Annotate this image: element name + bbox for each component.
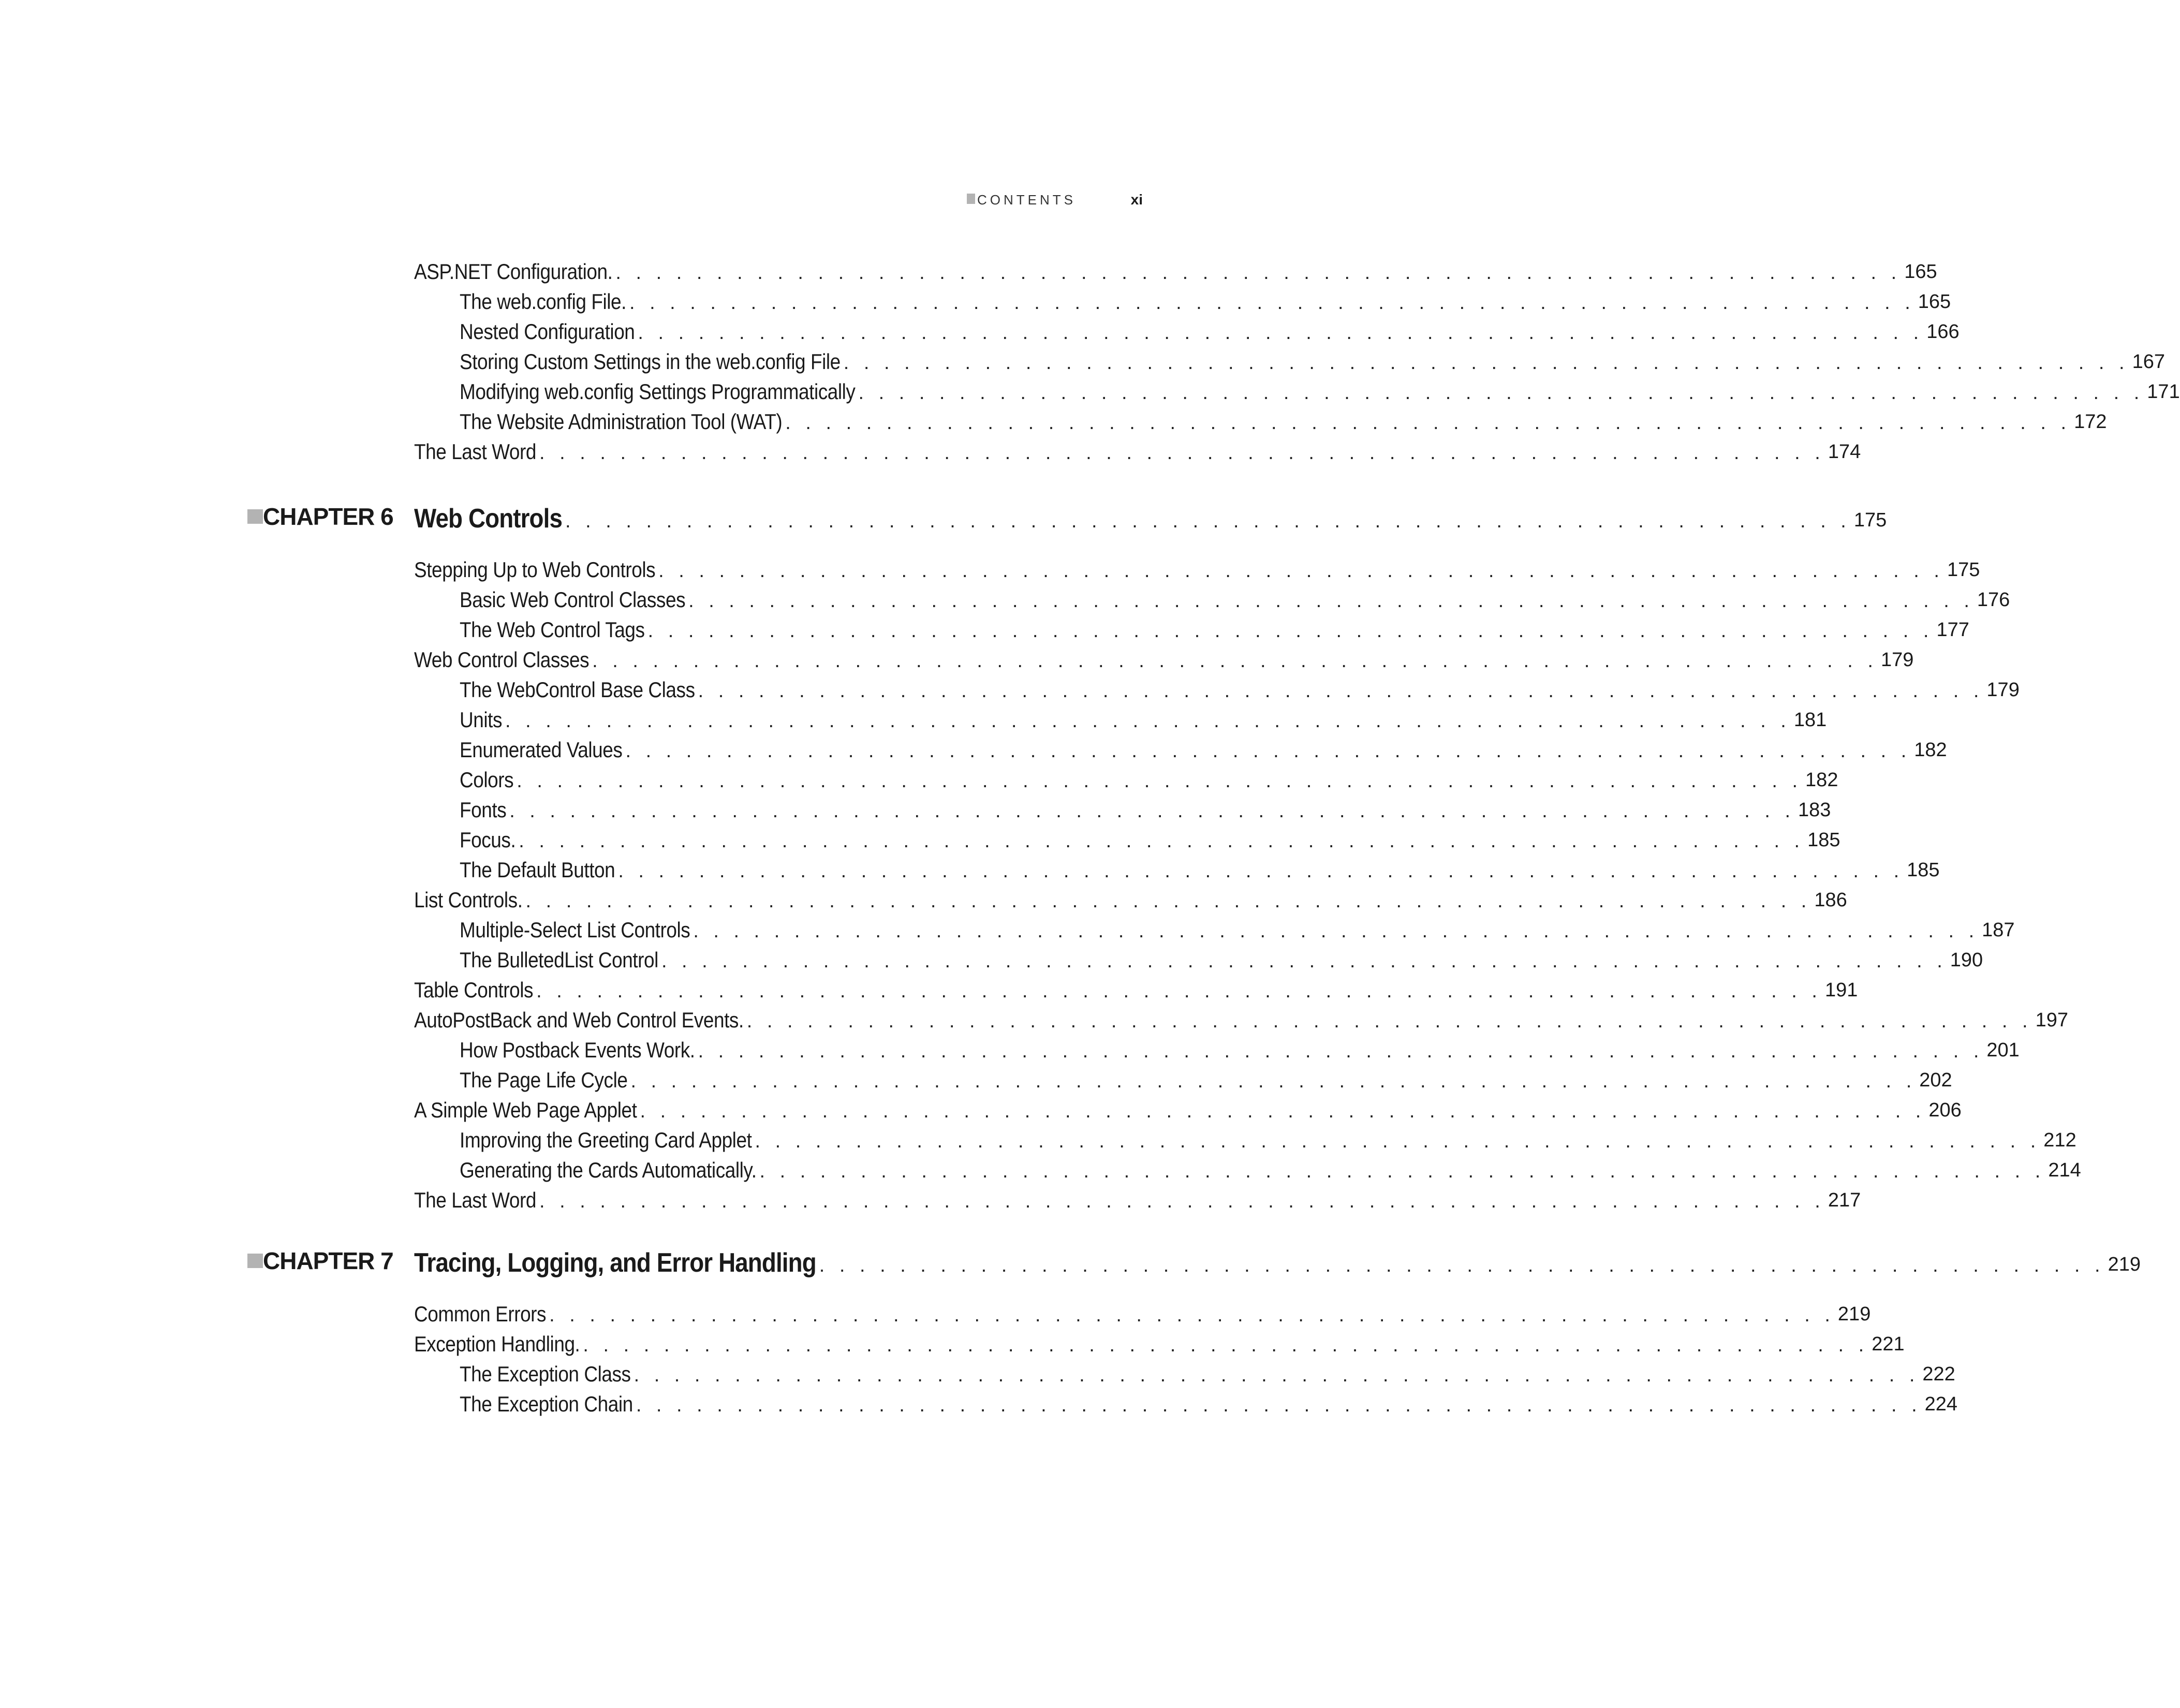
toc-entry-page: 206 — [1928, 1099, 1962, 1121]
toc-entry-title: Stepping Up to Web Controls — [414, 557, 656, 582]
toc-leader-dots: . . . . . . . . . . . . . . . . . . . . . . . . . . . . . . . . . . . . . . . . . . . . . . . . . . . . . . . . . . . . . . . . — [636, 1394, 1922, 1416]
toc-entry-title: The WebControl Base Class — [460, 678, 695, 702]
toc-subentry[interactable] — [460, 613, 1969, 643]
toc-entry-title: The Exception Chain — [460, 1392, 633, 1416]
toc-leader-dots: . . . . . . . . . . . . . . . . . . . . . . . . . . . . . . . . . . . . . . . . . . . . . . . . . . . . . . . . . . . . . . . . — [517, 770, 1803, 792]
toc-subentry[interactable] — [460, 763, 1838, 793]
toc-entry-page: 222 — [1922, 1363, 1955, 1385]
toc-leader-dots: . . . . . . . . . . . . . . . . . . . . . . . . . . . . . . . . . . . . . . . . . . . . . . . . . . . . . . . . . . . . . . . . — [658, 560, 1944, 582]
toc-leader-dots: . . . . . . . . . . . . . . . . . . . . . . . . . . . . . . . . . . . . . . . . . . . . . . . . . . . . . . . . . . . . . . . . — [698, 680, 1984, 702]
toc-leader-dots: . . . . . . . . . . . . . . . . . . . . . . . . . . . . . . . . . . . . . . . . . . . . . . . . . . . . . . . . . . . . . . . . — [592, 650, 1878, 672]
toc-entry-page: 177 — [1936, 619, 1969, 641]
toc-leader-dots: . . . . . . . . . . . . . . . . . . . . . . . . . . . . . . . . . . . . . . . . . . . . . . . . . . . . . . . . . . . . . . . . — [688, 590, 1974, 612]
toc-entry[interactable] — [414, 973, 1858, 1003]
toc-subentry[interactable] — [460, 703, 1827, 733]
toc-leader-dots: . . . . . . . . . . . . . . . . . . . . . . . . . . . . . . . . . . . . . . . . . . . . . . . . . . . . . . . . . . . . . . . . — [661, 950, 1947, 972]
toc-entry[interactable] — [414, 643, 1914, 673]
toc-entry-page: 185 — [1907, 859, 1940, 881]
toc-leader-dots: . . . . . . . . . . . . . . . . . . . . . . . . . . . . . . . . . . . . . . . . . . . . . . . . . . . . . . . . . . . . . . . . — [509, 800, 1795, 822]
toc-entry[interactable] — [414, 1183, 1861, 1213]
toc-leader-dots: . . . . . . . . . . . . . . . . . . . . . . . . . . . . . . . . . . . . . . . . . . . . . . . . . . . . . . . . . . . . . . . . — [746, 1010, 2032, 1032]
toc-entry-page: 181 — [1793, 709, 1827, 731]
toc-entry-title: AutoPostBack and Web Control Events. — [414, 1008, 744, 1032]
toc-entry-title: Table Controls — [414, 978, 534, 1002]
toc-leader-dots: . . . . . . . . . . . . . . . . . . . . . . . . . . . . . . . . . . . . . . . . . . . . . . . . . . . . . . . . . . . . . . . . — [698, 1040, 1984, 1062]
toc-entry[interactable] — [414, 1093, 1962, 1123]
toc-leader-dots: . . . . . . . . . . . . . . . . . . . . . . . . . . . . . . . . . . . . . . . . . . . . . . . . . . . . . . . . . . . . . . . . — [647, 620, 1934, 642]
toc-entry-title: Modifying web.config Settings Programmatically — [460, 379, 856, 404]
toc-entry[interactable] — [414, 1297, 1871, 1327]
toc-entry-title: The Default Button — [460, 858, 615, 882]
toc-entry-title: ASP.NET Configuration. — [414, 259, 613, 284]
toc-entry-title: Storing Custom Settings in the web.config File — [460, 349, 841, 374]
toc-entry-title: The Web Control Tags — [460, 617, 645, 642]
toc-leader-dots: . . . . . . . . . . . . . . . . . . . . . . . . . . . . . . . . . . . . . . . . . . . . . . . . . . . . . . . . . . . . . . . . — [615, 262, 1902, 284]
toc-subentry[interactable] — [460, 1123, 2076, 1153]
toc-entry-page: 175 — [1947, 559, 1980, 581]
chapter-7-heading[interactable] — [414, 1242, 2141, 1279]
toc-subentry[interactable] — [460, 733, 1947, 763]
toc-entry-title: Improving the Greeting Card Applet — [460, 1128, 752, 1152]
toc-entry[interactable] — [414, 255, 1937, 285]
toc-entry-page: 197 — [2035, 1009, 2068, 1031]
toc-entry-page: 165 — [1918, 291, 1951, 313]
toc-subentry[interactable] — [460, 1357, 1955, 1387]
chapter-6-heading[interactable] — [414, 498, 1887, 535]
toc-entry[interactable] — [414, 435, 1861, 465]
toc-entry-title: Fonts — [460, 798, 507, 822]
toc-entry-page: 166 — [1926, 321, 1960, 343]
toc-subentry[interactable] — [460, 673, 2020, 703]
toc-leader-dots: . . . . . . . . . . . . . . . . . . . . . . . . . . . . . . . . . . . . . . . . . . . . . . . . . . . . . . . . . . . . . . . . — [629, 292, 1915, 314]
toc-entry-title: Colors — [460, 768, 514, 792]
toc-leader-dots: . . . . . . . . . . . . . . . . . . . . . . . . . . . . . . . . . . . . . . . . . . . . . . . . . . . . . . . . . . . . . . . . — [549, 1304, 1835, 1326]
toc-leader-dots: . . . . . . . . . . . . . . . . . . . . . . . . . . . . . . . . . . . . . . . . . . . . . . . . . . . . . . . . . . . . . . . . — [583, 1334, 1869, 1356]
toc-subentry[interactable] — [460, 1063, 1952, 1093]
toc-subentry[interactable] — [460, 913, 2015, 943]
toc-subentry[interactable] — [460, 405, 2107, 435]
chapter-page: 219 — [2108, 1254, 2141, 1275]
chapter-square-marker — [247, 1254, 263, 1268]
toc-subentry[interactable] — [460, 285, 1951, 315]
toc-leader-dots: . . . . . . . . . . . . . . . . . . . . . . . . . . . . . . . . . . . . . . . . . . . . . . . . . . . . . . . . . . . . . . . . — [565, 510, 1851, 532]
toc-subentry[interactable] — [460, 853, 1940, 883]
toc-entry-title: Focus. — [460, 828, 516, 852]
toc-entry-title: Enumerated Values — [460, 738, 623, 762]
toc-entry-page: 219 — [1837, 1303, 1871, 1325]
chapter-title: Tracing, Logging, and Error Handling — [414, 1248, 816, 1278]
toc-entry[interactable] — [414, 1003, 2068, 1033]
toc-leader-dots: . . . . . . . . . . . . . . . . . . . . . . . . . . . . . . . . . . . . . . . . . . . . . . . . . . . . . . . . . . . . . . . . — [505, 710, 1791, 732]
toc-leader-dots: . . . . . . . . . . . . . . . . . . . . . . . . . . . . . . . . . . . . . . . . . . . . . . . . . . . . . . . . . . . . . . . . — [693, 920, 1979, 942]
toc-entry-title: Web Control Classes — [414, 647, 590, 672]
toc-leader-dots: . . . . . . . . . . . . . . . . . . . . . . . . . . . . . . . . . . . . . . . . . . . . . . . . . . . . . . . . . . . . . . . . — [525, 890, 1811, 912]
toc-subentry[interactable] — [460, 1387, 1958, 1417]
toc-leader-dots: . . . . . . . . . . . . . . . . . . . . . . . . . . . . . . . . . . . . . . . . . . . . . . . . . . . . . . . . . . . . . . . . — [759, 1160, 2045, 1182]
toc-leader-dots: . . . . . . . . . . . . . . . . . . . . . . . . . . . . . . . . . . . . . . . . . . . . . . . . . . . . . . . . . . . . . . . . — [630, 1070, 1917, 1092]
toc-entry-title: The BulletedList Control — [460, 948, 658, 972]
toc-leader-dots: . . . . . . . . . . . . . . . . . . . . . . . . . . . . . . . . . . . . . . . . . . . . . . . . . . . . . . . . . . . . . . . . — [640, 1100, 1926, 1122]
toc-entry-page: 201 — [1986, 1039, 2020, 1061]
toc-entry-title: The Exception Class — [460, 1362, 631, 1386]
toc-entry-page: 202 — [1919, 1069, 1952, 1091]
chapter-page: 175 — [1853, 509, 1887, 531]
header-page-number: xi — [1130, 192, 1143, 208]
toc-entry-page: 182 — [1805, 769, 1838, 791]
toc-subentry[interactable] — [460, 1153, 2081, 1183]
toc-entry-page: 217 — [1828, 1189, 1861, 1211]
toc-entry-page: 179 — [1880, 649, 1914, 671]
toc-entry-page: 183 — [1798, 799, 1831, 821]
chapter-square-marker — [247, 509, 263, 524]
table-of-contents: ASP.NET Configuration. . . . . . . . . . . . . . . . . . . . . . . . . . . . . . . . . . . . . . . . . . . . . . . . . . . . . . . . . . . . . . . . . 165 The web.config File. . . . . . . . . . . . . . . . . . . . . . . . . . . . . . . . . . . . . . . . . . . . . . . . . . . . . . . . . . . . . . . . . 165 Nested Configuration . . . . . . . . . . . . . . . . . . . . . . . . . . . . . . . . . . . . . . . . . . . . . . . . . . . . . . . . . . . . . . . . 166 Storing Custom Settings in the web.config File . . . . . . . . . . . . . . . . . . . . . . . . . . . . . . . . . . . . . . . . . . . . . . . . . . . . . . . . . . . . . . . . 167 Modifying web.config Settings Programmatically . . . . . . . . . . . . . . . . . . . . . . . . . . . . . . . . . . . . . . . . . . . . . . . . . . . . . . . . . . . . . . . . 171 The Website Administration Tool (WAT) . . . . . . . . . . . . . . . . . . . . . . . . . . . . . . . . . . . . . . . . . . . . . . . . . . . . . . . . . . . . . . . . 172 The Last Word . . . . . . . . . . . . . . . . . . . . . . . . . . . . . . . . . . . . . . . . . . . . . . . . . . . . . . . . . . . . . . . . 174 CHAPTER 6 Web Controls . . . . . . . . . . . . . . . . . . . . . . . . . . . . . . . . . . . . . . . . . . . . . . . . . . . . . . . . . . . . . . . . 175 Stepping Up to Web Controls . . . . . . . . . . . . . . . . . . . . . . . . . . . . . . . . . . . . . . . . . . . . . . . . . . . . . . . . . . . . . . . . 175 Basic Web Control Classes . . . . . . . . . . . . . . . . . . . . . . . . . . . . . . . . . . . . . . . . . . . . . . . . . . . . . . . . . . . . . . . . 176 The Web Control Tags . . . . . . . . . . . . . . . . . . . . . . . . . . . . . . . . . . . . . . . . . . . . . . . . . . . . . . . . . . . . . . . . 177 Web Control Classes . . . . . . . . . . . . . . . . . . . . . . . . . . . . . . . . . . . . . . . . . . . . . . . . . . . . . . . . . . . . . . . . 179 The WebControl Base Class . . . . . . . . . . . . . . . . . . . . . . . . . . . . . . . . . . . . . . . . . . . . . . . . . . . . . . . . . . . . . . . . 179 Units . . . . . . . . . . . . . . . . . . . . . . . . . . . . . . . . . . . . . . . . . . . . . . . . . . . . . . . . . . . . . . . . 181 Enumerated Values . . . . . . . . . . . . . . . . . . . . . . . . . . . . . . . . . . . . . . . . . . . . . . . . . . . . . . . . . . . . . . . . 182 Colors . . . . . . . . . . . . . . . . . . . . . . . . . . . . . . . . . . . . . . . . . . . . . . . . . . . . . . . . . . . . . . . . 182 Fonts . . . . . . . . . . . . . . . . . . . . . . . . . . . . . . . . . . . . . . . . . . . . . . . . . . . . . . . . . . . . . . . . 183 Focus. . . . . . . . . . . . . . . . . . . . . . . . . . . . . . . . . . . . . . . . . . . . . . . . . . . . . . . . . . . . . . . . . 185 The Default Button . . . . . . . . . . . . . . . . . . . . . . . . . . . . . . . . . . . . . . . . . . . . . . . . . . . . . . . . . . . . . . . . 185 List Controls. . . . . . . . . . . . . . . . . . . . . . . . . . . . . . . . . . . . . . . . . . . . . . . . . . . . . . . . . . . . . . . . . 186 Multiple-Select List Controls . . . . . . . . . . . . . . . . . . . . . . . . . . . . . . . . . . . . . . . . . . . . . . . . . . . . . . . . . . . . . . . . 187 The BulletedList Control . . . . . . . . . . . . . . . . . . . . . . . . . . . . . . . . . . . . . . . . . . . . . . . . . . . . . . . . . . . . . . . . 190 Table Controls . . . . . . . . . . . . . . . . . . . . . . . . . . . . . . . . . . . . . . . . . . . . . . . . . . . . . . . . . . . . . . . . 191 AutoPostBack and Web Control Events. . . . . . . . . . . . . . . . . . . . . . . . . . . . . . . . . . . . . . . . . . . . . . . . . . . . . . . . . . . . . . . . . 197 How Postback Events Work. . . . . . . . . . . . . . . . . . . . . . . . . . . . . . . . . . . . . . . . . . . . . . . . . . . . . . . . . . . . . . . . . 201 The Page Life Cycle . . . . . . . . . . . . . . . . . . . . . . . . . . . . . . . . . . . . . . . . . . . . . . . . . . . . . . . . . . . . . . . . 202 A Simple Web Page Applet . . . . . . . . . . . . . . . . . . . . . . . . . . . . . . . . . . . . . . . . . . . . . . . . . . . . . . . . . . . . . . . . 206 Improving the Greeting Card Applet . . . . . . . . . . . . . . . . . . . . . . . . . . . . . . . . . . . . . . . . . . . . . . . . . . . . . . . . . . . . . . . . 212 Generating the Cards Automatically. . . . . . . . . . . . . . . . . . . . . . . . . . . . . . . . . . . . . . . . . . . . . . . . . . . . . . . . . . . . . . . . . 214 The Last Word . . . . . . . . . . . . . . . . . . . . . . . . . . . . . . . . . . . . . . . . . . . . . . . . . . . . . . . . . . . . . . . . 217 CHAPTER 7 Tracing, Logging, and Error Handling . . . . . . . . . . . . . . . . . . . . . . . . . . . . . . . . . . . . . . . . . . . . . . . . . . . . . . . . . . . . . . . . 219 Common Errors . . . . . . . . . . . . . . . . . . . . . . . . . . . . . . . . . . . . . . . . . . . . . . . . . . . . . . . . . . . . . . . . 219 Exception Handling. . . . . . . . . . . . . . . . . . . . . . . . . . . . . . . . . . . . . . . . . . . . . . . . . . . . . . . . . . . . . . . . . 221 The Exception Class . . . . . . . . . . . . . . . . . . . . . . . . . . . . . . . . . . . . . . . . . . . . . . . . . . . . . . . . . . . . . . . . 222 The Exception Chain . . . . . . . . . . . . . . . . . . . . . . . . . . . . . . . . . . . . . . . . . . . . . . . . . . . . . . . . . . . . . . . . 224 — [0, 0, 1320, 1708]
toc-subentry[interactable] — [460, 1033, 2020, 1063]
toc-entry-title: The Last Word — [414, 439, 537, 464]
toc-subentry[interactable] — [460, 345, 2166, 375]
chapter-title: Web Controls — [414, 504, 563, 534]
toc-entry-page: 212 — [2043, 1129, 2076, 1151]
toc-entry-page: 179 — [1986, 679, 2020, 701]
toc-entry-page: 165 — [1904, 261, 1937, 283]
toc-entry-title: Multiple-Select List Controls — [460, 918, 690, 942]
toc-subentry[interactable] — [460, 943, 1983, 973]
toc-leader-dots: . . . . . . . . . . . . . . . . . . . . . . . . . . . . . . . . . . . . . . . . . . . . . . . . . . . . . . . . . . . . . . . . — [539, 1190, 1825, 1212]
toc-entry-page: 167 — [2132, 351, 2166, 373]
toc-subentry[interactable] — [460, 375, 2180, 405]
toc-entry-title: List Controls. — [414, 888, 523, 912]
toc-entry-title: Exception Handling. — [414, 1332, 580, 1356]
toc-leader-dots: . . . . . . . . . . . . . . . . . . . . . . . . . . . . . . . . . . . . . . . . . . . . . . . . . . . . . . . . . . . . . . . . — [755, 1130, 2041, 1152]
toc-entry-page: 191 — [1824, 979, 1858, 1001]
toc-entry-title: The Last Word — [414, 1188, 537, 1212]
toc-entry[interactable] — [414, 1327, 1905, 1357]
toc-entry-page: 172 — [2074, 411, 2107, 433]
toc-entry-title: The Website Administration Tool (WAT) — [460, 409, 783, 434]
toc-entry-page: 187 — [1982, 919, 2015, 941]
toc-leader-dots: . . . . . . . . . . . . . . . . . . . . . . . . . . . . . . . . . . . . . . . . . . . . . . . . . . . . . . . . . . . . . . . . — [625, 740, 1911, 762]
toc-leader-dots: . . . . . . . . . . . . . . . . . . . . . . . . . . . . . . . . . . . . . . . . . . . . . . . . . . . . . . . . . . . . . . . . — [819, 1255, 2105, 1276]
toc-entry-title: Basic Web Control Classes — [460, 587, 686, 612]
toc-entry-title: How Postback Events Work. — [460, 1038, 695, 1062]
toc-entry[interactable] — [414, 553, 1980, 583]
toc-entry-page: 224 — [1924, 1393, 1958, 1415]
toc-entry-page: 185 — [1807, 829, 1840, 851]
header-section-label: CONTENTS — [977, 192, 1076, 208]
toc-subentry[interactable] — [460, 315, 1960, 345]
toc-entry-page: 174 — [1828, 441, 1861, 463]
toc-leader-dots: . . . . . . . . . . . . . . . . . . . . . . . . . . . . . . . . . . . . . . . . . . . . . . . . . . . . . . . . . . . . . . . . — [785, 412, 2071, 434]
toc-leader-dots: . . . . . . . . . . . . . . . . . . . . . . . . . . . . . . . . . . . . . . . . . . . . . . . . . . . . . . . . . . . . . . . . — [539, 442, 1825, 464]
toc-entry-title: Nested Configuration — [460, 319, 635, 344]
toc-entry-title: The Page Life Cycle — [460, 1068, 628, 1092]
toc-entry-title: Units — [460, 708, 503, 732]
toc-leader-dots: . . . . . . . . . . . . . . . . . . . . . . . . . . . . . . . . . . . . . . . . . . . . . . . . . . . . . . . . . . . . . . . . — [618, 860, 1904, 882]
toc-entry-page: 221 — [1872, 1333, 1905, 1355]
toc-entry-page: 182 — [1914, 739, 1947, 761]
toc-entry-page: 190 — [1950, 949, 1983, 971]
toc-leader-dots: . . . . . . . . . . . . . . . . . . . . . . . . . . . . . . . . . . . . . . . . . . . . . . . . . . . . . . . . . . . . . . . . — [519, 830, 1805, 852]
toc-entry-title: The web.config File. — [460, 289, 626, 314]
toc-entry-title: Generating the Cards Automatically. — [460, 1158, 757, 1182]
toc-entry-title: A Simple Web Page Applet — [414, 1098, 637, 1122]
toc-entry-page: 176 — [1977, 589, 2010, 611]
toc-subentry[interactable] — [460, 823, 1840, 853]
toc-entry-page: 186 — [1814, 889, 1847, 911]
toc-leader-dots: . . . . . . . . . . . . . . . . . . . . . . . . . . . . . . . . . . . . . . . . . . . . . . . . . . . . . . . . . . . . . . . . — [634, 1364, 1920, 1386]
toc-entry[interactable] — [414, 883, 1847, 913]
toc-leader-dots: . . . . . . . . . . . . . . . . . . . . . . . . . . . . . . . . . . . . . . . . . . . . . . . . . . . . . . . . . . . . . . . . — [858, 382, 2144, 404]
toc-leader-dots: . . . . . . . . . . . . . . . . . . . . . . . . . . . . . . . . . . . . . . . . . . . . . . . . . . . . . . . . . . . . . . . . — [843, 352, 2129, 374]
toc-leader-dots: . . . . . . . . . . . . . . . . . . . . . . . . . . . . . . . . . . . . . . . . . . . . . . . . . . . . . . . . . . . . . . . . — [638, 322, 1924, 344]
toc-entry-title: Common Errors — [414, 1302, 547, 1326]
toc-subentry[interactable] — [460, 583, 2010, 613]
toc-leader-dots: . . . . . . . . . . . . . . . . . . . . . . . . . . . . . . . . . . . . . . . . . . . . . . . . . . . . . . . . . . . . . . . . — [536, 980, 1822, 1002]
toc-entry-page: 171 — [2147, 381, 2180, 403]
toc-subentry[interactable] — [460, 793, 1831, 823]
toc-entry-page: 214 — [2048, 1159, 2081, 1181]
